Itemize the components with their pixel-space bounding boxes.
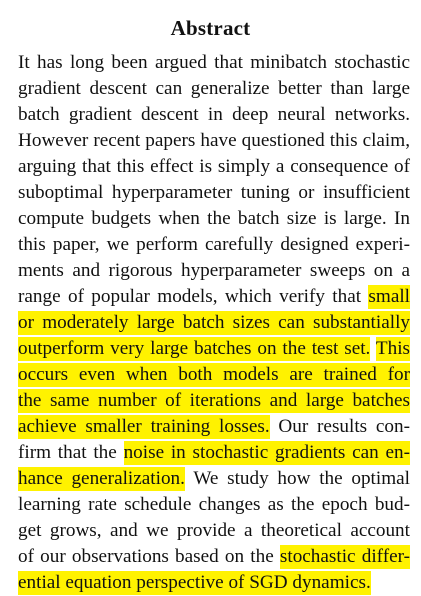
text-segment: of our observations based on the: [18, 546, 280, 567]
text-segment: arguing that this effect is simply a consequence of: [18, 156, 410, 177]
abstract-title: Abstract: [170, 16, 251, 40]
abstract-line: [18, 362, 410, 388]
abstract-line: [18, 258, 410, 284]
highlighted-text: or moderately large batch sizes can substantially: [18, 312, 410, 333]
highlighted-text: achieve smaller training losses.: [18, 416, 270, 437]
text-segment: We study how the optimal: [184, 468, 410, 489]
highlighted-text: occurs even when both models are trained for: [18, 364, 410, 385]
abstract-line: [18, 310, 410, 336]
text-segment: It has long been argued that minibatch stochastic: [18, 52, 410, 73]
abstract-line: [18, 206, 410, 232]
text-segment: this paper, we perform carefully designed experi-: [18, 234, 410, 255]
abstract-line: [18, 284, 410, 310]
text-segment: ments and rigorous hyperparameter sweeps on a: [18, 260, 410, 281]
text-segment: firm that the: [18, 442, 124, 463]
highlighted-text: stochastic differ-: [279, 546, 410, 567]
abstract-line: [18, 492, 410, 518]
abstract-line: [18, 440, 410, 466]
highlighted-text: small: [368, 286, 410, 307]
text-segment: suboptimal hyperparameter tuning or insufficient: [18, 182, 410, 203]
abstract-line: [18, 50, 410, 76]
text-segment: get grows, and we provide a theoretical account: [18, 520, 410, 541]
highlighted-text: This: [375, 338, 410, 359]
abstract-line: [18, 544, 410, 570]
abstract-line: [18, 232, 410, 258]
abstract-line: [18, 570, 410, 596]
abstract-line: [18, 76, 410, 102]
abstract-line: [18, 388, 410, 414]
abstract-line: [18, 102, 410, 128]
abstract-line: [18, 466, 410, 492]
text-segment: However recent papers have questioned this claim,: [18, 130, 410, 151]
abstract-line: [18, 154, 410, 180]
abstract-line: [18, 180, 410, 206]
text-segment: Our results con-: [269, 416, 410, 437]
abstract-line: [18, 128, 410, 154]
abstract-line: [18, 518, 410, 544]
text-segment: gradient descent can generalize better than large: [18, 78, 410, 99]
abstract-line: [18, 336, 410, 362]
text-segment: batch gradient descent in deep neural networks.: [18, 104, 410, 125]
highlighted-text: the same number of iterations and large batches: [18, 390, 410, 411]
text-segment: range of popular models, which verify that: [18, 286, 369, 307]
highlighted-text: outperform very large batches on the test set.: [18, 338, 371, 359]
text-segment: compute budgets when the batch size is large. In: [18, 208, 410, 229]
highlighted-text: ential equation perspective of SGD dynamics.: [18, 572, 371, 593]
highlighted-text: noise in stochastic gradients can en-: [123, 442, 410, 463]
text-segment: learning rate schedule changes as the epoch bud-: [18, 494, 410, 515]
abstract-line: [18, 414, 410, 440]
highlighted-text: hance generalization.: [18, 468, 185, 489]
